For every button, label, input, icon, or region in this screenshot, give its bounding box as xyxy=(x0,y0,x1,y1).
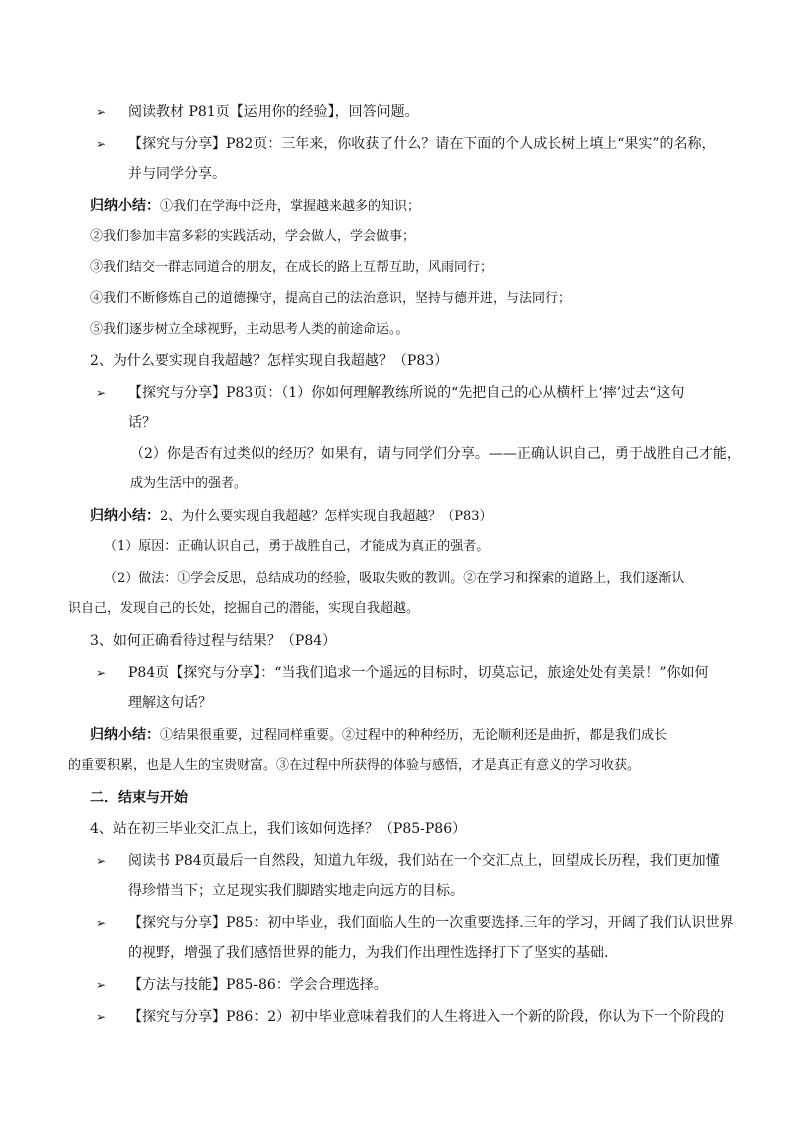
text-line: P84页【探究与分享】：“当我们追求一个遥远的目标时，切莫忘记，旅途处处有美景！”你如何 xyxy=(128,665,709,681)
bullet-marker: ➢ xyxy=(96,666,107,680)
text-line: 理解这句话？ xyxy=(128,695,212,711)
text-line: 得珍惜当下；立足现实我们脚踏实地走向远方的目标。 xyxy=(128,883,464,899)
summary-label: 归纳小结： xyxy=(90,198,160,214)
summary-label: 归纳小结： xyxy=(90,508,160,524)
section-heading: 二．结束与开始 xyxy=(90,790,188,806)
text-line: （2）你是否有过类似的经历？如果有，请与同学们分享。——正确认识自己，勇于战胜自己才能， xyxy=(130,446,741,462)
text-line: 【方法与技能】P85-86：学会合理选择。 xyxy=(128,977,388,993)
text-line: 话？ xyxy=(128,415,156,431)
text-line: 并与同学分享。 xyxy=(128,166,226,182)
summary-line xyxy=(90,506,493,527)
bullet-marker: ➢ xyxy=(96,386,107,400)
text-line: ④我们不断修炼自己的道德操守，提高自己的法治意识，坚持与德并进，与法同行； xyxy=(90,291,572,306)
text-line: 的视野，增强了我们感悟世界的能力，为我们作出理性选择打下了坚实的基础. xyxy=(128,945,609,961)
summary-line xyxy=(90,725,667,746)
bullet-marker: ➢ xyxy=(96,1010,107,1024)
summary-text: 2、为什么要实现自我超越？怎样实现自我超越？（P83） xyxy=(160,509,493,524)
question-heading: 3、如何正确看待过程与结果？（P84） xyxy=(90,633,337,649)
text-line: 【探究与分享】P85：初中毕业，我们面临人生的一次重要选择.三年的学习，开阔了我们认识世界 xyxy=(128,915,734,931)
bullet-marker: ➢ xyxy=(96,978,107,992)
text-line: 【探究与分享】P83页：（1）你如何理解教练所说的“先把自己的心从横杆上‘摔’过去“这句 xyxy=(128,385,685,401)
text-line: ⑤我们逐步树立全球视野，主动思考人类的前途命运。。 xyxy=(90,322,409,337)
summary-text: ①结果很重要，过程同样重要。②过程中的种种经历，无论顺利还是曲折，都是我们成长 xyxy=(160,728,668,743)
text-line: 【探究与分享】P86：2）初中毕业意味着我们的人生将进入一个新的阶段，你认为下一个阶段的 xyxy=(128,1009,725,1025)
text-line: 【探究与分享】P82页：三年来，你收获了什么？请在下面的个人成长树上填上“果实”的名称， xyxy=(128,136,716,152)
text-line: 的重要积累，也是人生的宝贵财富。③在过程中所获得的体验与感悟，才是真正有意义的学习收获。 xyxy=(68,758,641,773)
bullet-marker: ➢ xyxy=(96,854,107,868)
bullet-marker: ➢ xyxy=(96,105,107,119)
question-heading: 4、站在初三毕业交汇点上，我们该如何选择？（P85-P86） xyxy=(90,821,467,837)
summary-text: ①我们在学海中泛舟，掌握越来越多的知识； xyxy=(160,199,421,214)
bullet-marker: ➢ xyxy=(96,137,107,151)
text-line: 成为生活中的强者。 xyxy=(130,476,248,491)
bullet-marker: ➢ xyxy=(96,916,107,930)
text-line: 识自己，发现自己的长处，挖掘自己的潜能，实现自我超越。 xyxy=(68,601,420,616)
text-line: 阅读书 P84页最后一自然段，知道九年级，我们站在一个交汇点上，回望成长历程，我们更加懂 xyxy=(128,853,720,869)
summary-line xyxy=(90,196,420,217)
summary-label: 归纳小结： xyxy=(90,727,160,743)
text-line: 阅读教材 P81页【运用你的经验】，回答问题。 xyxy=(128,104,419,120)
text-line: （2）做法：①学会反思，总结成功的经验，吸取失败的教训。②在学习和探索的道路上，我们逐渐认 xyxy=(104,571,685,586)
question-heading: 2、为什么要实现自我超越？怎样实现自我超越？（P83） xyxy=(90,353,449,369)
text-line: ②我们参加丰富多彩的实践活动，学会做人，学会做事； xyxy=(90,229,416,244)
text-line: ③我们结交一群志同道合的朋友，在成长的路上互帮互助，风雨同行； xyxy=(90,260,494,275)
text-line: （1）原因：正确认识自己，勇于战胜自己，才能成为真正的强者。 xyxy=(104,539,490,554)
